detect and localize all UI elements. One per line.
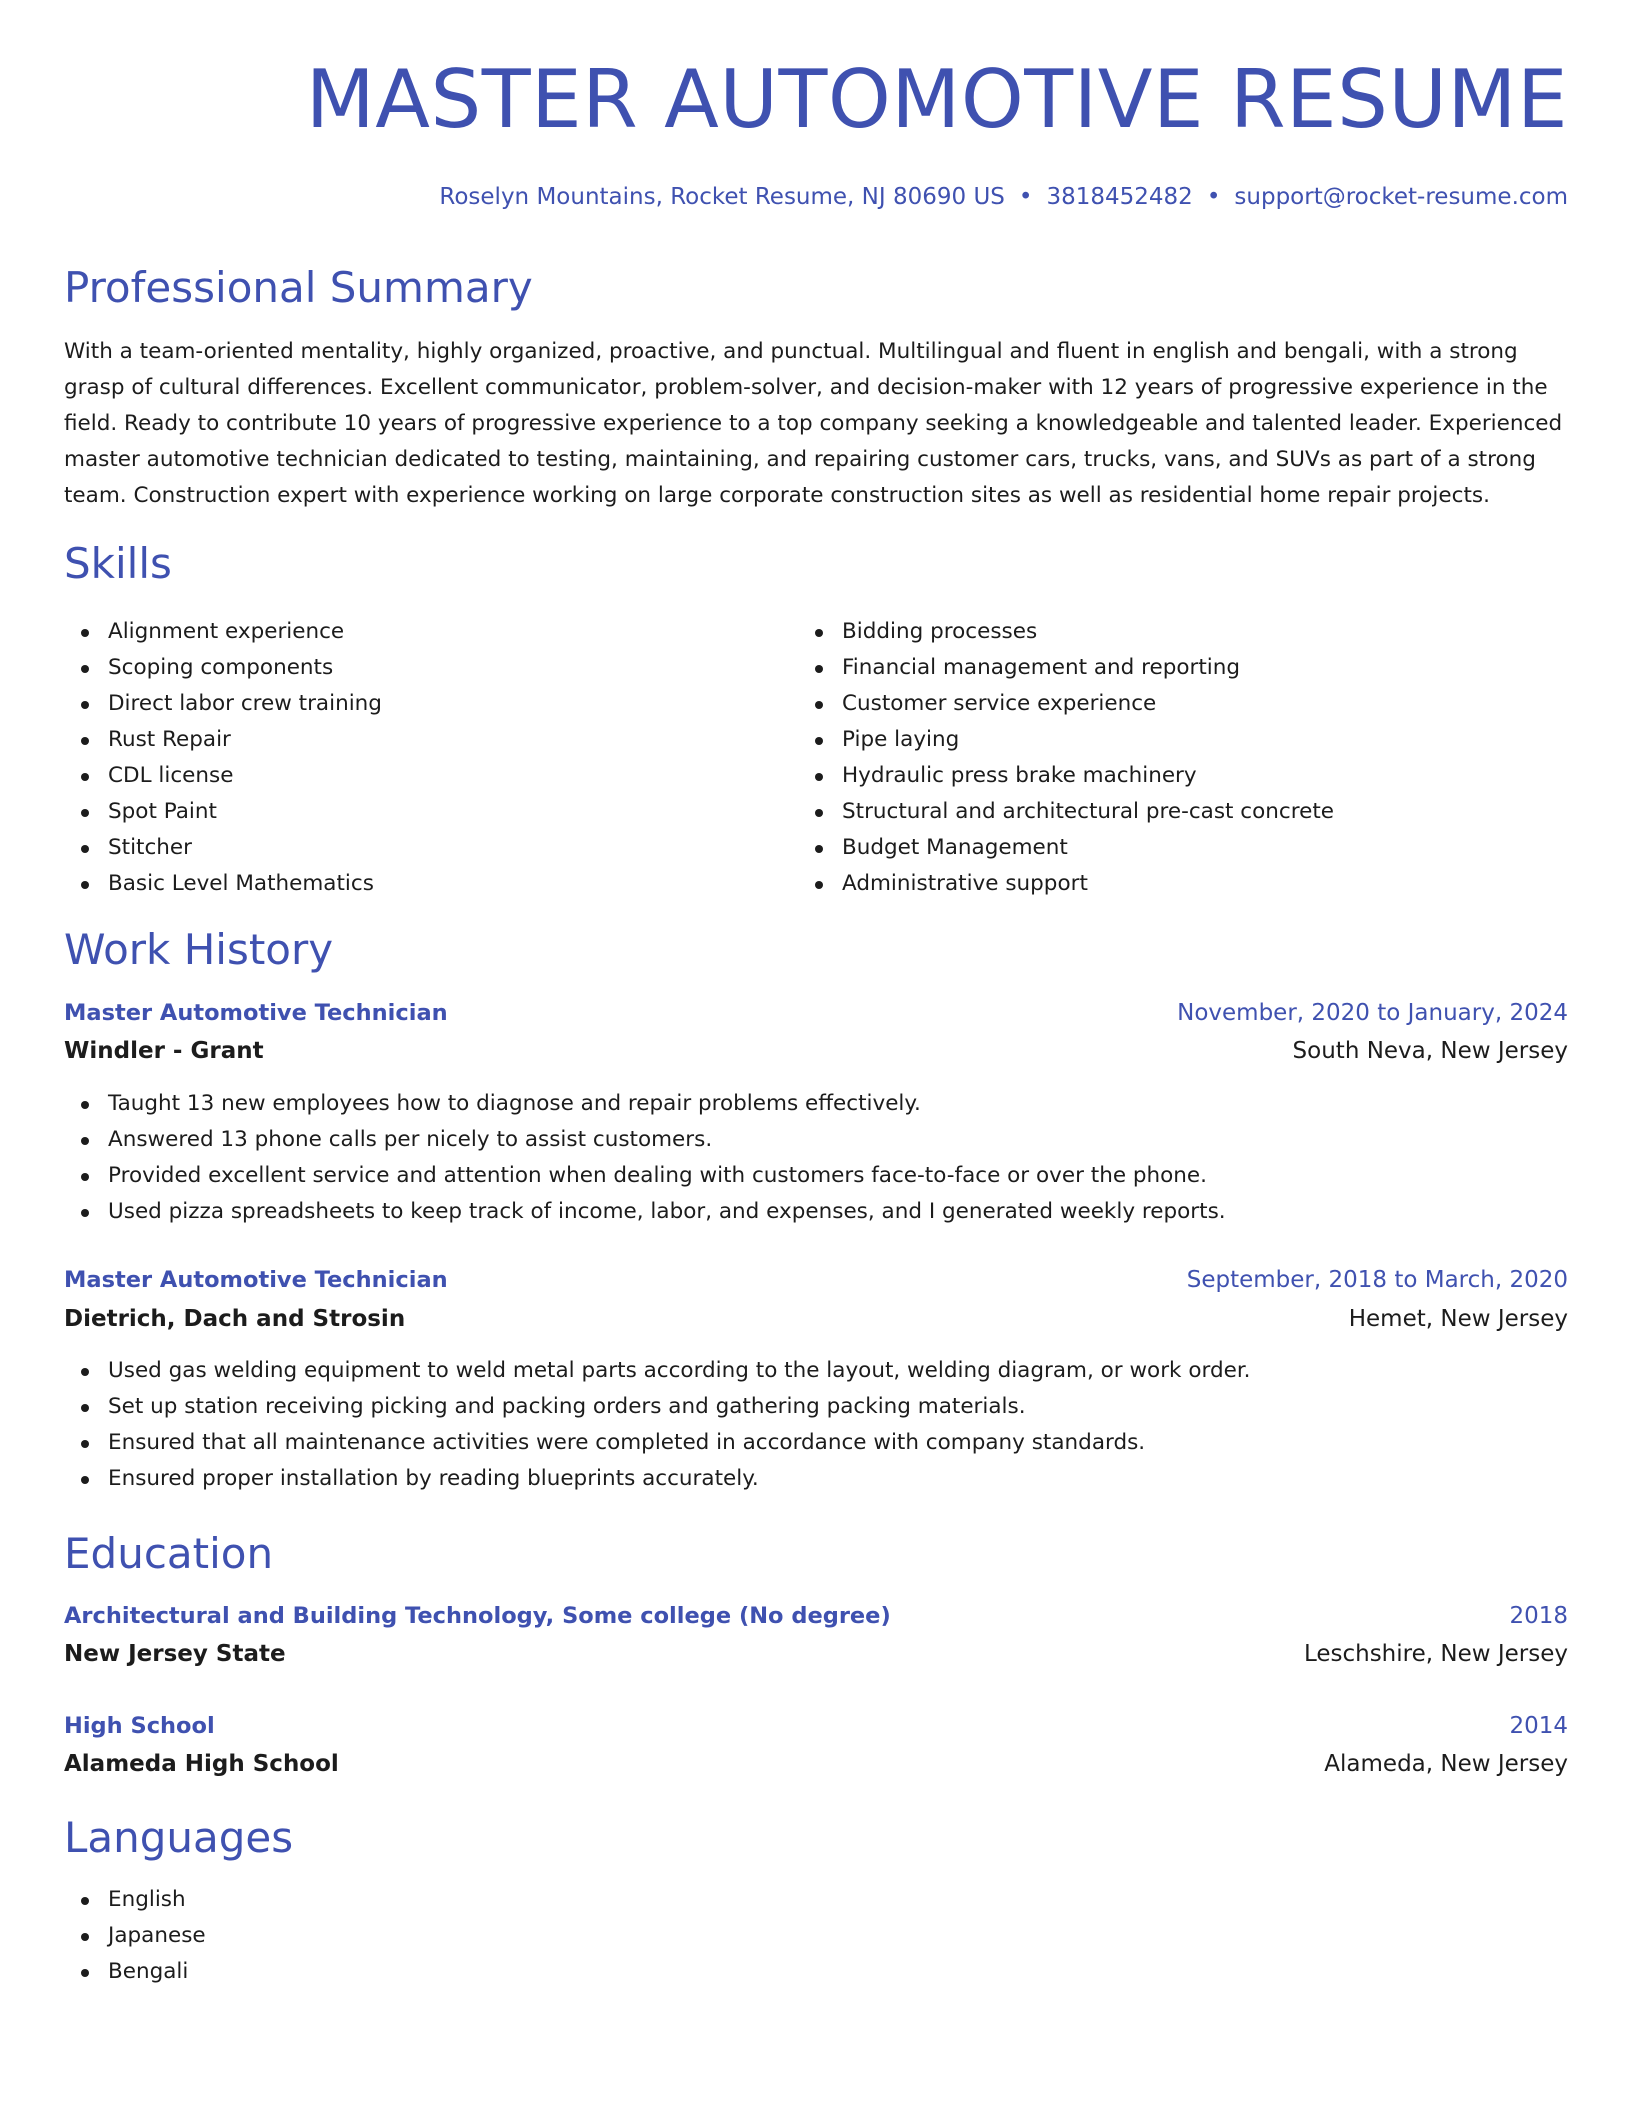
job-duty: Taught 13 new employees how to diagnose and repair problems effectively. [64,1086,1568,1122]
job-duties-list [64,1353,1568,1497]
job-duty: Used pizza spreadsheets to keep track of income, labor, and expenses, and I generated weekly reports. [64,1194,1568,1230]
contact-separator: • [1206,184,1221,210]
languages-heading: Languages [64,1813,294,1862]
education-heading: Education [64,1529,274,1578]
job-role: Master Automotive Technician [64,1267,448,1293]
languages-section [64,1882,1568,1990]
job-role: Master Automotive Technician [64,1000,448,1026]
skills-heading: Skills [64,539,172,588]
languages-list [64,1882,1568,1990]
skills-column-right [798,614,1518,902]
contact-separator: • [1018,184,1033,210]
education-year: 2018 [1509,1603,1568,1629]
skill-item: Budget Management [798,830,1518,866]
work-history-heading: Work History [64,925,334,974]
skill-item: Rust Repair [64,722,784,758]
language-item: English [64,1882,1568,1918]
job-company: Windler - Grant [64,1038,264,1064]
job-dates: November, 2020 to January, 2024 [1177,1000,1568,1026]
skill-item: Financial management and reporting [798,650,1518,686]
job-duties-list [64,1086,1568,1230]
job-duty: Ensured proper installation by reading blueprints accurately. [64,1461,1568,1497]
skill-item: Direct labor crew training [64,686,784,722]
skill-item: Customer service experience [798,686,1518,722]
job-location: South Neva, New Jersey [1292,1038,1568,1064]
job-subheader [64,1033,1568,1069]
skills-list-right [798,614,1518,902]
skill-item: Administrative support [798,866,1518,902]
skills-column-left [64,614,784,902]
job-header [64,1262,1568,1298]
job-duty: Provided excellent service and attention when dealing with customers face-to-face or over the phone. [64,1158,1568,1194]
contact-line [439,180,1568,214]
skills-list-left [64,614,784,902]
job-header [64,995,1568,1031]
education-degree: High School [64,1713,215,1739]
education-school: Alameda High School [64,1751,339,1777]
summary-text: With a team-oriented mentality, highly organized, proactive, and punctual. Multilingual and fluent in english and bengali, with a strong grasp of cultural differences. Excellent communicator, problem-solver, and decision-maker with 12 years of progressive experience in the field. Ready to contribute 10 years of progressive experience to a top company seeking a knowledgeable and talented leader. Experienced master automotive technician dedicated to testing, maintaining, and repairing customer cars, trucks, vans, and SUVs as part of a strong team. Construction expert with experience working on large corporate construction sites as well as residential home repair projects. [64,339,1563,508]
education-degree: Architectural and Building Technology, Some college (No degree) [64,1603,891,1629]
skill-item: Structural and architectural pre-cast concrete [798,794,1518,830]
job-subheader [64,1301,1568,1337]
language-item: Japanese [64,1918,1568,1954]
education-location: Leschshire, New Jersey [1303,1641,1568,1667]
skill-item: Scoping components [64,650,784,686]
contact-address: Roselyn Mountains, Rocket Resume, NJ 80690 US [439,184,1005,210]
education-header [64,1708,1568,1744]
skill-item: Alignment experience [64,614,784,650]
skill-item: Basic Level Mathematics [64,866,784,902]
skill-item: Spot Paint [64,794,784,830]
skill-item: CDL license [64,758,784,794]
job-location: Hemet, New Jersey [1348,1306,1568,1332]
language-item: Bengali [64,1954,1568,1990]
education-school: New Jersey State [64,1641,286,1667]
job-duty: Used gas welding equipment to weld metal parts according to the layout, welding diagram, or work order. [64,1353,1568,1389]
education-header [64,1598,1568,1634]
summary-heading: Professional Summary [64,263,533,312]
skill-item: Pipe laying [798,722,1518,758]
education-year: 2014 [1509,1713,1568,1739]
skill-item: Hydraulic press brake machinery [798,758,1518,794]
resume-title: MASTER AUTOMOTIVE RESUME [305,53,1568,146]
job-duties [64,1353,1568,1497]
job-duties [64,1086,1568,1230]
job-duty: Set up station receiving picking and packing orders and gathering packing materials. [64,1389,1568,1425]
skill-item: Bidding processes [798,614,1518,650]
education-location: Alameda, New Jersey [1324,1751,1568,1777]
job-duty: Ensured that all maintenance activities were completed in accordance with company standards. [64,1425,1568,1461]
education-subheader [64,1636,1568,1672]
job-company: Dietrich, Dach and Strosin [64,1306,406,1332]
job-duty: Answered 13 phone calls per nicely to assist customers. [64,1122,1568,1158]
contact-phone[interactable]: 3818452482 [1046,184,1193,210]
contact-email[interactable]: support@rocket-resume.com [1234,184,1568,210]
job-dates: September, 2018 to March, 2020 [1186,1267,1568,1293]
skill-item: Stitcher [64,830,784,866]
education-subheader [64,1746,1568,1782]
